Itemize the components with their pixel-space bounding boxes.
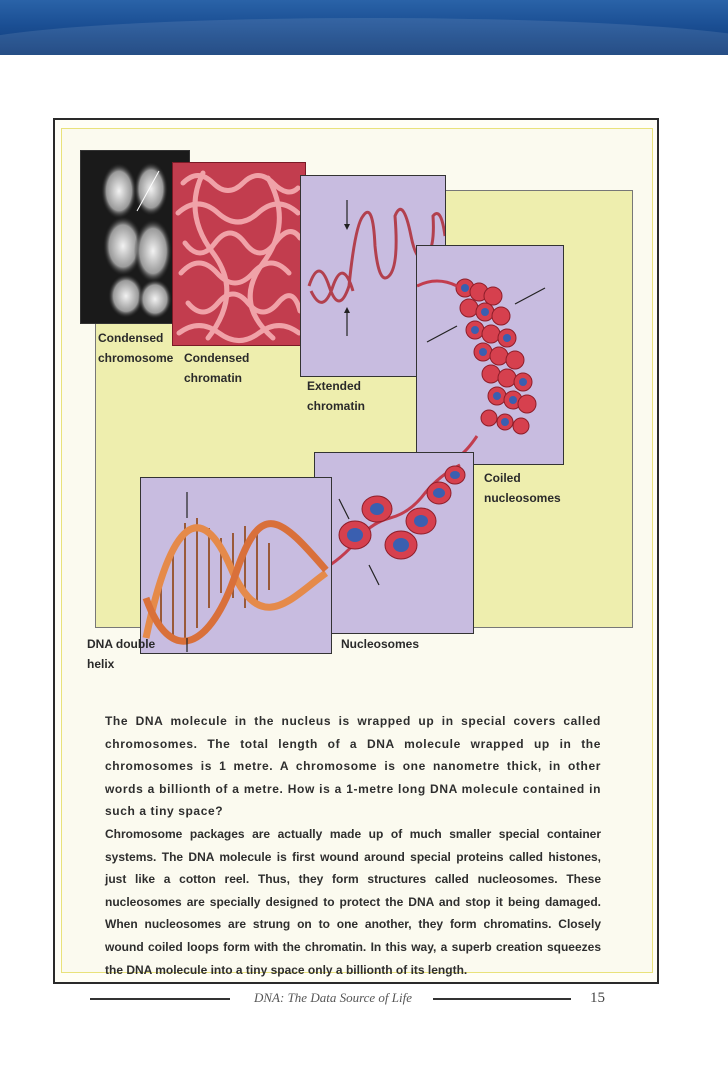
condensed-chromatin-photo bbox=[172, 162, 306, 346]
label-nucleosomes: Nucleosomes bbox=[341, 637, 420, 651]
label-extended-chromatin: Extended chromatin bbox=[307, 379, 366, 413]
page-number: 15 bbox=[590, 990, 605, 1006]
label-condensed-chromosome: Condensed chromosome bbox=[98, 331, 174, 365]
label-condensed-chromatin: Condensed chromatin bbox=[184, 351, 250, 385]
footer-rule-left bbox=[90, 998, 230, 1000]
nucleosomes-panel bbox=[314, 452, 474, 634]
body-text bbox=[105, 710, 601, 981]
label-coiled-nucleosomes: Coiled nucleosomes bbox=[484, 471, 561, 505]
coiled-nucleosomes-panel bbox=[416, 245, 564, 465]
paragraph-2: Chromosome packages are actually made up of much smaller special container systems. The DNA molecule is first wound around special proteins called histones, just like a cotton reel. Thus, they form structures called nucleosomes. These nucleosomes are specially designed to protect the DNA and stop it being damaged. When nucleosomes are strung on to one another, they form chromatins. Closely wound coiled loops form with the chromatin. In this way, a superb creation squeezes the DNA molecule into a tiny space only a billionth of its length. bbox=[105, 826, 601, 977]
footer-title: DNA: The Data Source of Life bbox=[253, 990, 413, 1005]
label-dna-double-helix: DNA double helix bbox=[87, 637, 156, 671]
header-band bbox=[0, 0, 728, 55]
dna-double-helix-panel bbox=[140, 477, 332, 654]
paragraph-1: The DNA molecule in the nucleus is wrapped up in special covers called chromosomes. The total length of a DNA molecule wrapped up in the chromosomes is 1 metre. A chromosome is one nanometre thick, in other words a billionth of a metre. How is a 1-metre long DNA molecule contained in such a tiny space? bbox=[105, 714, 601, 819]
footer-rule-right bbox=[433, 998, 571, 1000]
